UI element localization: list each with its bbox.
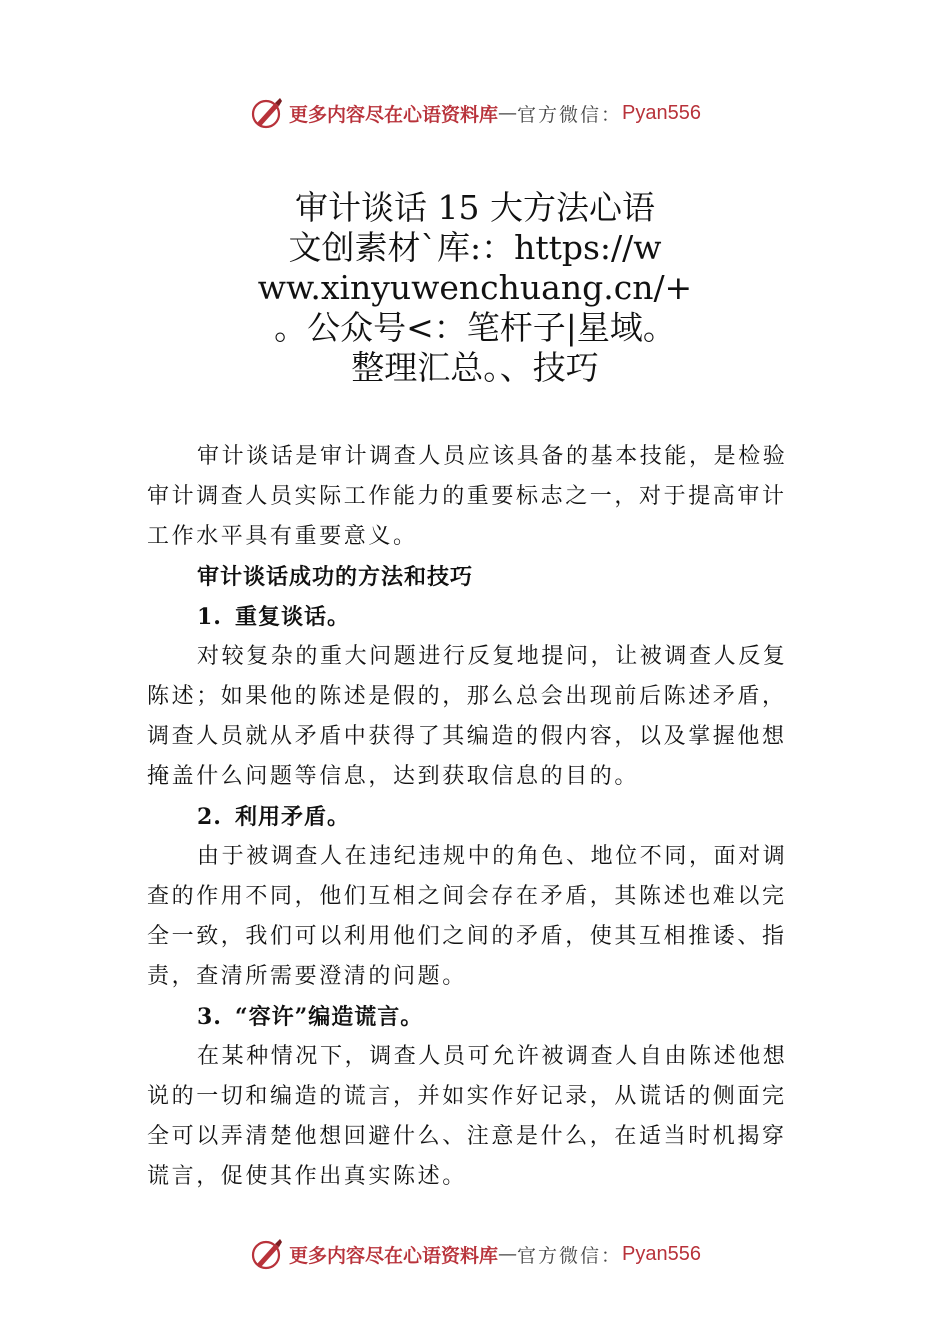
document-title [150,188,800,388]
item-3-body: 在某种情况下，调查人员可允许被调查人自由陈述他想说的一切和编造的谎言，并如实作好记录，从谎话的侧面完全可以弄清楚他想回避什么、注意是什么，在适当时机揭穿谎言，促使其作出真实陈述。 [147,1044,788,1189]
banner-official-text: 官方微信： [517,103,623,126]
item-2-number: 2. [197,804,222,830]
footer-main-text: 更多内容尽在心语资料库 [289,1244,499,1267]
item-3-title: “容许”编造谎言。 [235,1004,424,1030]
footer-separator: — [498,1243,518,1265]
item-1-title: 重复谈话。 [235,604,351,630]
item-1-body: 对较复杂的重大问题进行反复地提问，让被调查人反复陈述；如果他的陈述是假的，那么总会出现前后陈述矛盾， 调查人员就从矛盾中获得了其编造的假内容，以及掌握他想掩盖什么问题等信息，达到获取信息的目的。 [147,644,788,789]
item-2-heading [197,797,807,837]
item-2-body: 由于被调查人在违纪违规中的角色、地位不同，面对调查的作用不同，他们互相之间会存在矛盾，其陈述也难以完全一致，我们可以利用他们之间的矛盾，使其互相推诿、指责，查清所需要澄清的问题。 [147,844,788,989]
item-1-heading [197,597,807,637]
item-2-title: 利用矛盾。 [235,804,351,830]
title-line-3: ww.xinyuwenchuang.cn/+ [257,268,693,307]
item-3-heading [197,997,807,1037]
pen-logo-icon [249,95,285,131]
footer-wechat-id: Pyan556 [622,1242,701,1265]
footer-official-text: 官方微信： [517,1244,623,1267]
title-line-4: 。公众号<：笔杆子|星域。 [274,308,676,347]
item-3-number: 3. [197,1004,222,1030]
banner-wechat-id: Pyan556 [622,101,701,124]
title-line-5: 整理汇总。、技巧 [351,348,599,387]
title-line-2: 文创素材`库:：https://w [288,228,662,267]
item-1-number: 1. [197,604,222,630]
section-heading: 审计谈话成功的方法和技巧 [197,564,474,590]
title-line-1: 审计谈话 15 大方法心语 [295,188,655,227]
banner-separator: — [498,102,518,124]
document-body [147,437,807,1197]
banner-main-text: 更多内容尽在心语资料库 [289,103,499,126]
footer-banner [0,1236,950,1272]
header-banner [0,95,950,131]
intro-paragraph: 审计谈话是审计调查人员应该具备的基本技能，是检验审计调查人员实际工作能力的重要标志之一，对于提高审计工作水平具有重要意义。 [147,444,788,549]
pen-logo-icon [249,1236,285,1272]
